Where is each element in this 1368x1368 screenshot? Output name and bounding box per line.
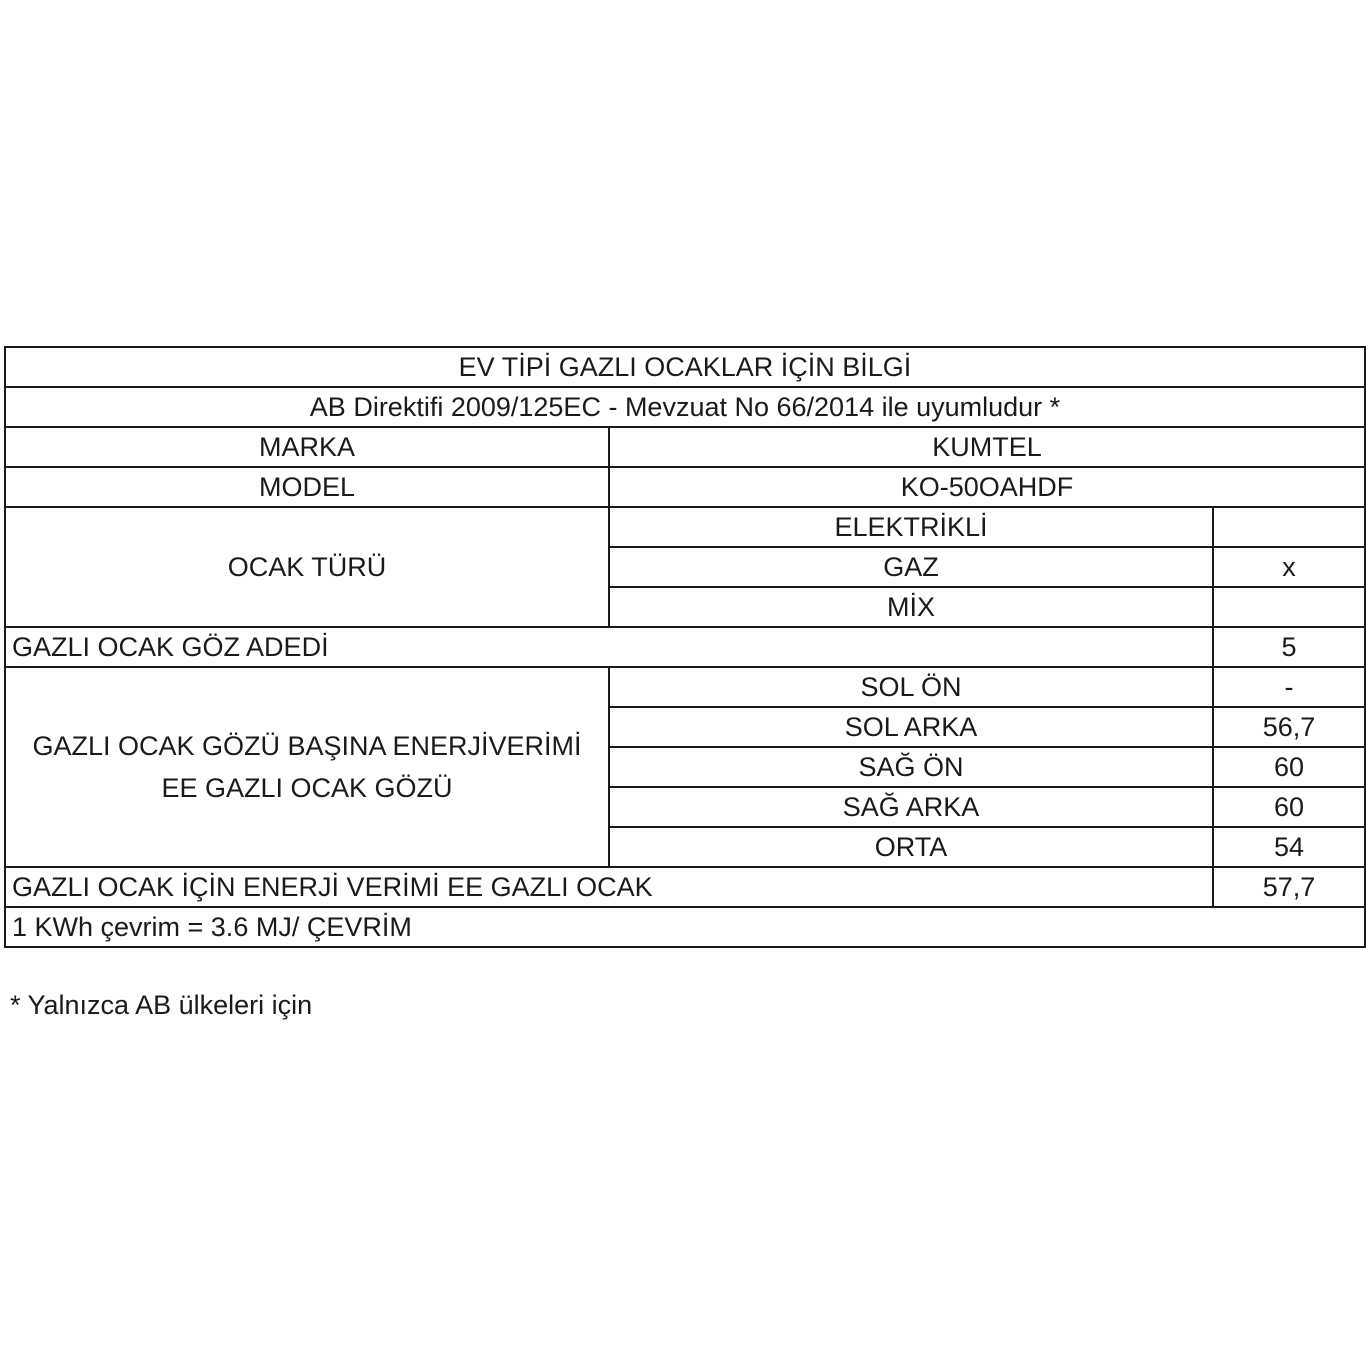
- table-row: [5, 347, 1365, 387]
- footnote: * Yalnızca AB ülkeleri için: [10, 990, 313, 1020]
- energy-info-sheet: [4, 346, 1364, 948]
- burner-count-value: 5: [1213, 627, 1365, 667]
- hob-type-mark-mix: [1213, 587, 1365, 627]
- hob-type-option-gas: GAZ: [609, 547, 1213, 587]
- hob-type-mark-gas: x: [1213, 547, 1365, 587]
- burner-value-center: 54: [1213, 827, 1365, 867]
- burner-value-front-left: -: [1213, 667, 1365, 707]
- table-row: [5, 507, 1365, 547]
- model-value: KO-50OAHDF: [609, 467, 1365, 507]
- directive-text: AB Direktifi 2009/125EC - Mevzuat No 66/2014 ile uyumludur *: [5, 387, 1365, 427]
- burner-position-rear-right: SAĞ ARKA: [609, 787, 1213, 827]
- hob-efficiency-value: 57,7: [1213, 867, 1365, 907]
- model-label: MODEL: [5, 467, 609, 507]
- brand-value: KUMTEL: [609, 427, 1365, 467]
- hob-efficiency-label: GAZLI OCAK İÇİN ENERJİ VERİMİ EE GAZLI OCAK: [5, 867, 1213, 907]
- burner-position-front-right: SAĞ ÖN: [609, 747, 1213, 787]
- burner-value-rear-left: 56,7: [1213, 707, 1365, 747]
- table-row: [5, 667, 1365, 707]
- burner-value-rear-right: 60: [1213, 787, 1365, 827]
- table-row: [5, 427, 1365, 467]
- burner-value-front-right: 60: [1213, 747, 1365, 787]
- table-row: [5, 467, 1365, 507]
- hob-type-label: OCAK TÜRÜ: [5, 507, 609, 627]
- table-row: [5, 627, 1365, 667]
- brand-label: MARKA: [5, 427, 609, 467]
- conversion-note: 1 KWh çevrim = 3.6 MJ/ ÇEVRİM: [5, 907, 1365, 947]
- burner-position-rear-left: SOL ARKA: [609, 707, 1213, 747]
- burner-count-label: GAZLI OCAK GÖZ ADEDİ: [5, 627, 1213, 667]
- table-row: [5, 867, 1365, 907]
- table-title: EV TİPİ GAZLI OCAKLAR İÇİN BİLGİ: [5, 347, 1365, 387]
- hob-type-option-electric: ELEKTRİKLİ: [609, 507, 1213, 547]
- hob-type-option-mix: MİX: [609, 587, 1213, 627]
- burner-position-center: ORTA: [609, 827, 1213, 867]
- hob-type-mark-electric: [1213, 507, 1365, 547]
- table-row: [5, 387, 1365, 427]
- table-row: [5, 907, 1365, 947]
- energy-info-table: [4, 346, 1366, 948]
- burner-position-front-left: SOL ÖN: [609, 667, 1213, 707]
- burner-efficiency-label: GAZLI OCAK GÖZÜ BAŞINA ENERJİVERİMİ EE GAZLI OCAK GÖZÜ: [5, 667, 609, 867]
